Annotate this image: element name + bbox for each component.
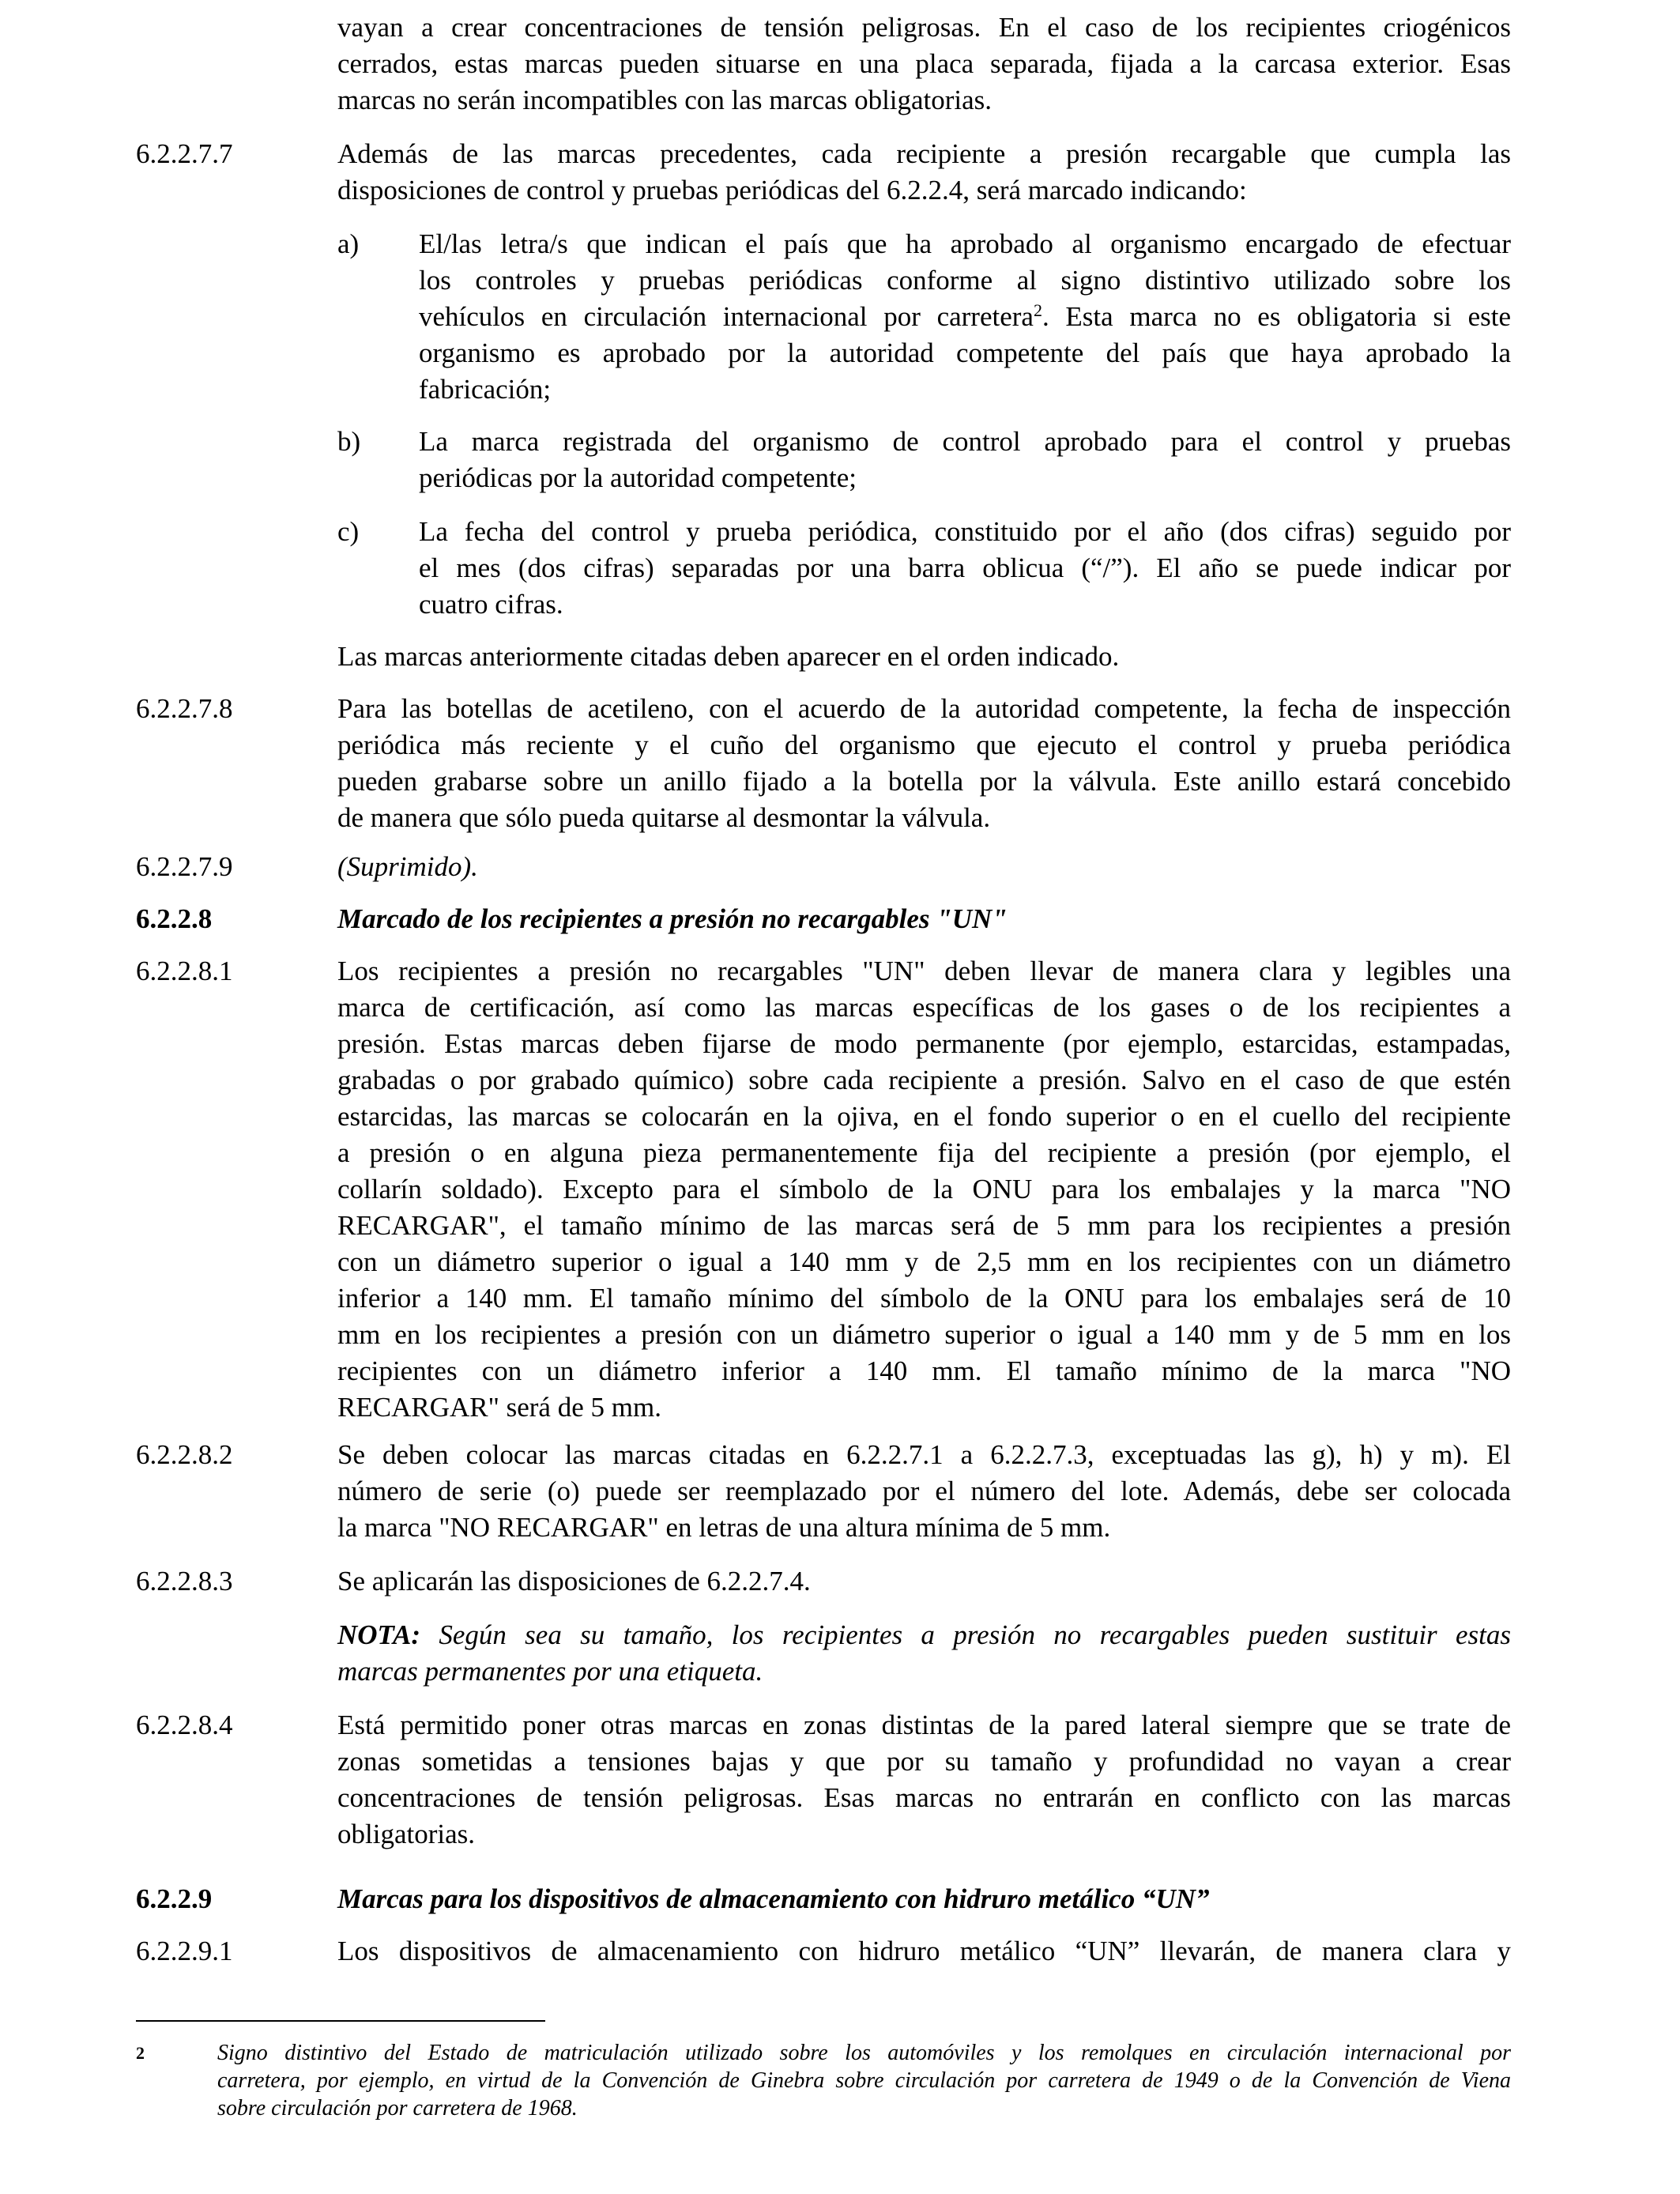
text-line: cuatro cifras. — [419, 589, 563, 620]
text-line: Se deben colocar las marcas citadas en 6.2.2.7.1 a 6.2.2.7.3, exceptuadas las g), h) y m). El — [337, 1439, 1511, 1470]
footnote-line: Signo distintivo del Estado de matriculación utilizado sobre los automóviles y los remolques en circulación internacional por — [217, 2041, 1511, 2065]
text-line: de manera que sólo pueda quitarse al desmontar la válvula. — [337, 802, 991, 833]
text-line: pueden grabarse sobre un anillo fijado a la botella por la válvula. Este anillo estará concebido — [337, 766, 1511, 797]
text-line: La fecha del control y prueba periódica, constituido por el año (dos cifras) seguido por — [419, 516, 1511, 547]
text-line: disposiciones de control y pruebas periódicas del 6.2.2.4, será marcado indicando: — [337, 175, 1247, 205]
text-line: concentraciones de tensión peligrosas. Esas marcas no entrarán en conflicto con las marcas — [337, 1782, 1511, 1813]
text-line: obligatorias. — [337, 1819, 475, 1849]
text-line: la marca "NO RECARGAR" en letras de una altura mínima de 5 mm. — [337, 1512, 1111, 1543]
text-span: Según sea su tamaño, los recipientes a presión no recargables pueden sustituir estas — [420, 1619, 1511, 1650]
text-line — [419, 299, 1511, 335]
text-line: los controles y pruebas periódicas conforme al signo distintivo utilizado sobre los — [419, 265, 1511, 296]
text-line: cerrados, estas marcas pueden situarse en una placa separada, fijada a la carcasa exterior. Esas — [337, 48, 1511, 79]
text-line: vayan a crear concentraciones de tensión peligrosas. En el caso de los recipientes criogénicos — [337, 12, 1511, 43]
footnote-rule — [136, 2020, 545, 2022]
note-label: NOTA: — [337, 1619, 420, 1650]
list-label: a) — [337, 228, 360, 259]
text-line: Para las botellas de acetileno, con el acuerdo de la autoridad competente, la fecha de inspección — [337, 693, 1511, 724]
text-span: . Esta marca no es obligatoria si este — [1042, 301, 1511, 332]
text-line: grabadas o por grabado químico) sobre cada recipiente a presión. Salvo en el caso de que estén — [337, 1065, 1511, 1095]
section-number: 6.2.2.8.2 — [136, 1439, 233, 1470]
footnote-line: carretera, por ejemplo, en virtud de la Convención de Ginebra sobre circulación por carretera de 1949 o de la Convención de Viena — [217, 2068, 1511, 2093]
list-label: b) — [337, 426, 361, 457]
text-line: zonas sometidas a tensiones bajas y que por su tamaño y profundidad no vayan a crear — [337, 1746, 1511, 1777]
text-line: Los recipientes a presión no recargables "UN" deben llevar de manera clara y legibles una — [337, 956, 1511, 986]
text-line: (Suprimido). — [337, 851, 478, 882]
text-line: Está permitido poner otras marcas en zonas distintas de la pared lateral siempre que se trate de — [337, 1710, 1511, 1740]
text-line: Además de las marcas precedentes, cada recipiente a presión recargable que cumpla las — [337, 138, 1511, 169]
text-line: marca de certificación, así como las marcas específicas de los gases o de los recipientes a — [337, 992, 1511, 1023]
text-line: a presión o en alguna pieza permanentemente fija del recipiente a presión (por ejemplo, el — [337, 1137, 1511, 1168]
section-number: 6.2.2.8.1 — [136, 956, 233, 986]
text-line: marcas permanentes por una etiqueta. — [337, 1656, 763, 1687]
text-line: Las marcas anteriormente citadas deben aparecer en el orden indicado. — [337, 641, 1120, 672]
text-line: periódica más reciente y el cuño del organismo que ejecuto el control y prueba periódica — [337, 729, 1511, 760]
text-line: inferior a 140 mm. El tamaño mínimo del símbolo de la ONU para los embalajes será de 10 — [337, 1283, 1511, 1314]
text-line: organismo es aprobado por la autoridad competente del país que haya aprobado la — [419, 337, 1511, 368]
heading-title: Marcado de los recipientes a presión no recargables "UN" — [337, 903, 1008, 934]
text-line: La marca registrada del organismo de control aprobado para el control y pruebas — [419, 426, 1511, 457]
text-line: presión. Estas marcas deben fijarse de modo permanente (por ejemplo, estarcidas, estampadas, — [337, 1028, 1511, 1059]
text-line: fabricación; — [419, 374, 552, 405]
section-number: 6.2.2.8.3 — [136, 1566, 233, 1596]
text-line: RECARGAR" será de 5 mm. — [337, 1392, 661, 1423]
text-line: Los dispositivos de almacenamiento con hidruro metálico “UN” llevarán, de manera clara y — [337, 1936, 1511, 1966]
section-number: 6.2.2.7.8 — [136, 693, 233, 724]
text-line: mm en los recipientes a presión con un diámetro superior o igual a 140 mm y de 5 mm en los — [337, 1319, 1511, 1350]
list-label: c) — [337, 516, 360, 547]
text-line: Se aplicarán las disposiciones de 6.2.2.7.4. — [337, 1566, 811, 1596]
section-number: 6.2.2.9 — [136, 1883, 213, 1914]
section-number: 6.2.2.8 — [136, 903, 213, 934]
text-line: con un diámetro superior o igual a 140 mm y de 2,5 mm en los recipientes con un diámetro — [337, 1246, 1511, 1277]
text-line: recipientes con un diámetro inferior a 140 mm. El tamaño mínimo de la marca "NO — [337, 1355, 1511, 1386]
heading-title: Marcas para los dispositivos de almacenamiento con hidruro metálico “UN” — [337, 1883, 1210, 1914]
section-number: 6.2.2.7.9 — [136, 851, 233, 882]
text-line: collarín soldado). Excepto para el símbolo de la ONU para los embalajes y la marca "NO — [337, 1174, 1511, 1204]
text-line — [337, 1617, 1511, 1653]
section-number: 6.2.2.8.4 — [136, 1710, 233, 1740]
section-number: 6.2.2.7.7 — [136, 138, 233, 169]
text-line: marcas no serán incompatibles con las marcas obligatorias. — [337, 85, 993, 115]
text-line: estarcidas, las marcas se colocarán en la ojiva, en el fondo superior o en el cuello del recipiente — [337, 1101, 1511, 1132]
footnote-line: sobre circulación por carretera de 1968. — [217, 2096, 578, 2120]
text-line: periódicas por la autoridad competente; — [419, 462, 857, 493]
text-line: El/las letra/s que indican el país que ha aprobado al organismo encargado de efectuar — [419, 228, 1511, 259]
text-line: RECARGAR", el tamaño mínimo de las marcas será de 5 mm para los recipientes a presión — [337, 1210, 1511, 1241]
section-number: 6.2.2.9.1 — [136, 1936, 233, 1966]
text-span: vehículos en circulación internacional por carretera — [419, 301, 1034, 332]
text-line: número de serie (o) puede ser reemplazado por el número del lote. Además, debe ser colocada — [337, 1476, 1511, 1506]
footnote-ref: 2 — [1033, 300, 1042, 320]
text-line: el mes (dos cifras) separadas por una barra oblicua (“/”). El año se puede indicar por — [419, 552, 1511, 583]
footnote-number: 2 — [136, 2043, 145, 2063]
